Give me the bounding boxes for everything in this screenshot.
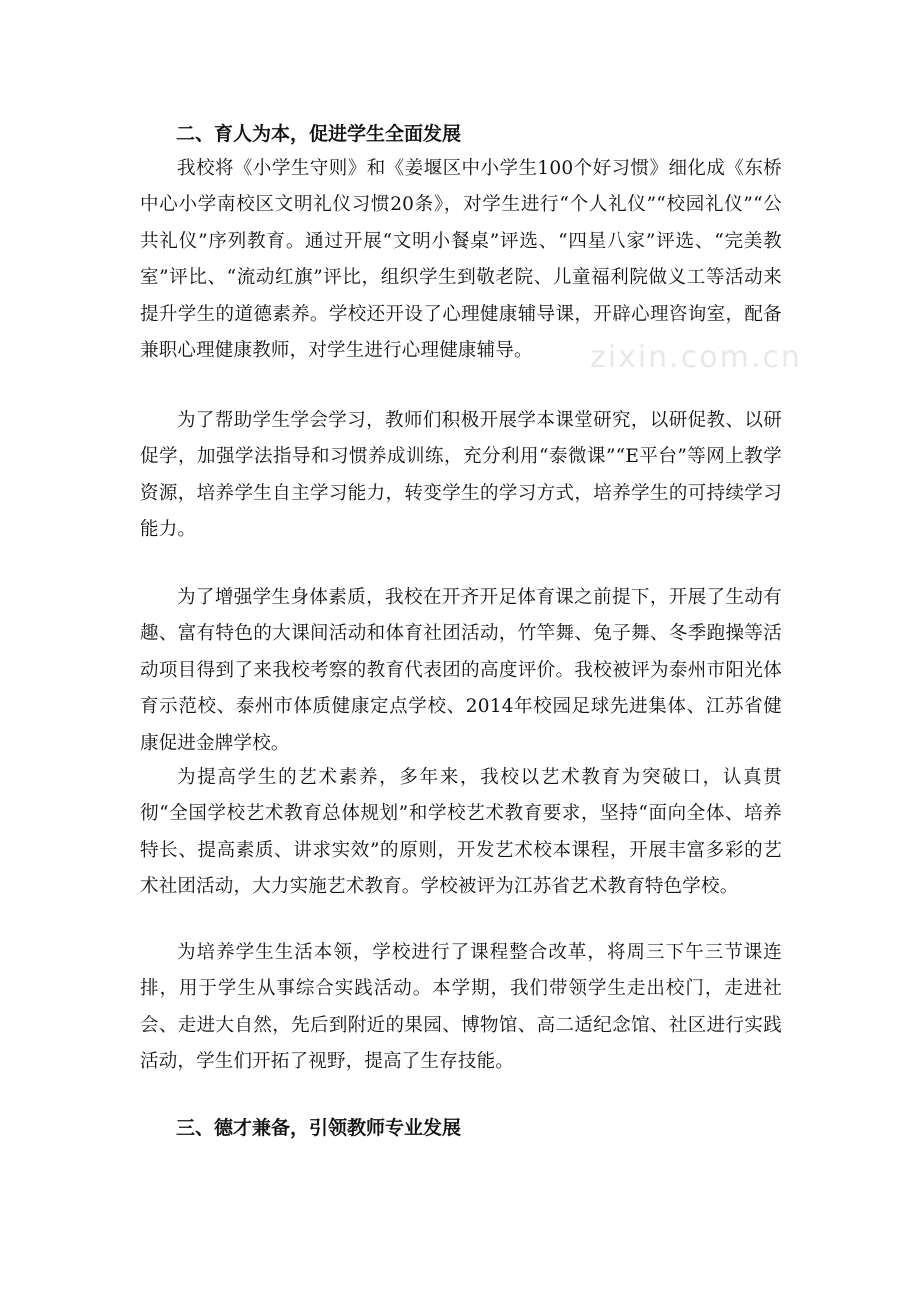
paragraph-physical-education: 为了增强学生身体素质，我校在开齐开足体育课之前提下，开展了生动有趣、富有特色的大课间活动和体育社团活动，竹竿舞、兔子舞、冬季跑操等活动项目得到了来我校考察的教育代表团的高度评价。我校被评为泰州市阳光体育示范校、泰州市体质健康定点学校、2014年校园足球先进集体、江苏省健康促进金牌学校。 <box>140 587 782 754</box>
paragraph-art-education: 为提高学生的艺术素养，多年来，我校以艺术教育为突破口，认真贯彻“全国学校艺术教育总体规划”和学校艺术教育要求，坚持“面向全体、培养特长、提高素质、讲求实效”的原则，开发艺术校本课程，开展丰富多彩的艺术社团活动，大力实施艺术教育。学校被评为江苏省艺术教育特色学校。 <box>140 767 782 898</box>
section-heading-2: 二、育人为本，促进学生全面发展 <box>176 123 462 145</box>
watermark: zixin.com.cn <box>590 340 802 375</box>
paragraph-practice-activities: 为培养学生生活本领，学校进行了课程整合改革，将周三下午三节课连排，用于学生从事综合实践活动。本学期，我们带领学生走出校门，走进社会、走进大自然，先后到附近的果园、博物馆、高二适纪念馆、社区进行实践活动，学生们开拓了视野，提高了生存技能。 <box>140 942 782 1073</box>
paragraph-moral-education: 我校将《小学生守则》和《姜堰区中小学生100个好习惯》细化成《东桥中心小学南校区文明礼仪习惯20条》，对学生进行“个人礼仪”“校园礼仪”“公共礼仪”序列教育。通过开展“文明小餐桌”评选、“四星八家”评选、“完美教室”评比、“流动红旗”评比，组织学生到敬老院、儿童福利院做义工等活动来提升学生的道德素养。学校还开设了心理健康辅导课，开辟心理咨询室，配备兼职心理健康教师，对学生进行心理健康辅导。 <box>140 158 782 362</box>
paragraph-learning: 为了帮助学生学会学习，教师们积极开展学本课堂研究，以研促教、以研促学，加强学法指导和习惯养成训练，充分利用“泰微课”“E平台”等网上教学资源，培养学生自主学习能力，转变学生的学习方式，培养学生的可持续学习能力。 <box>140 410 782 541</box>
section-heading-3: 三、德才兼备，引领教师专业发展 <box>176 1117 462 1139</box>
